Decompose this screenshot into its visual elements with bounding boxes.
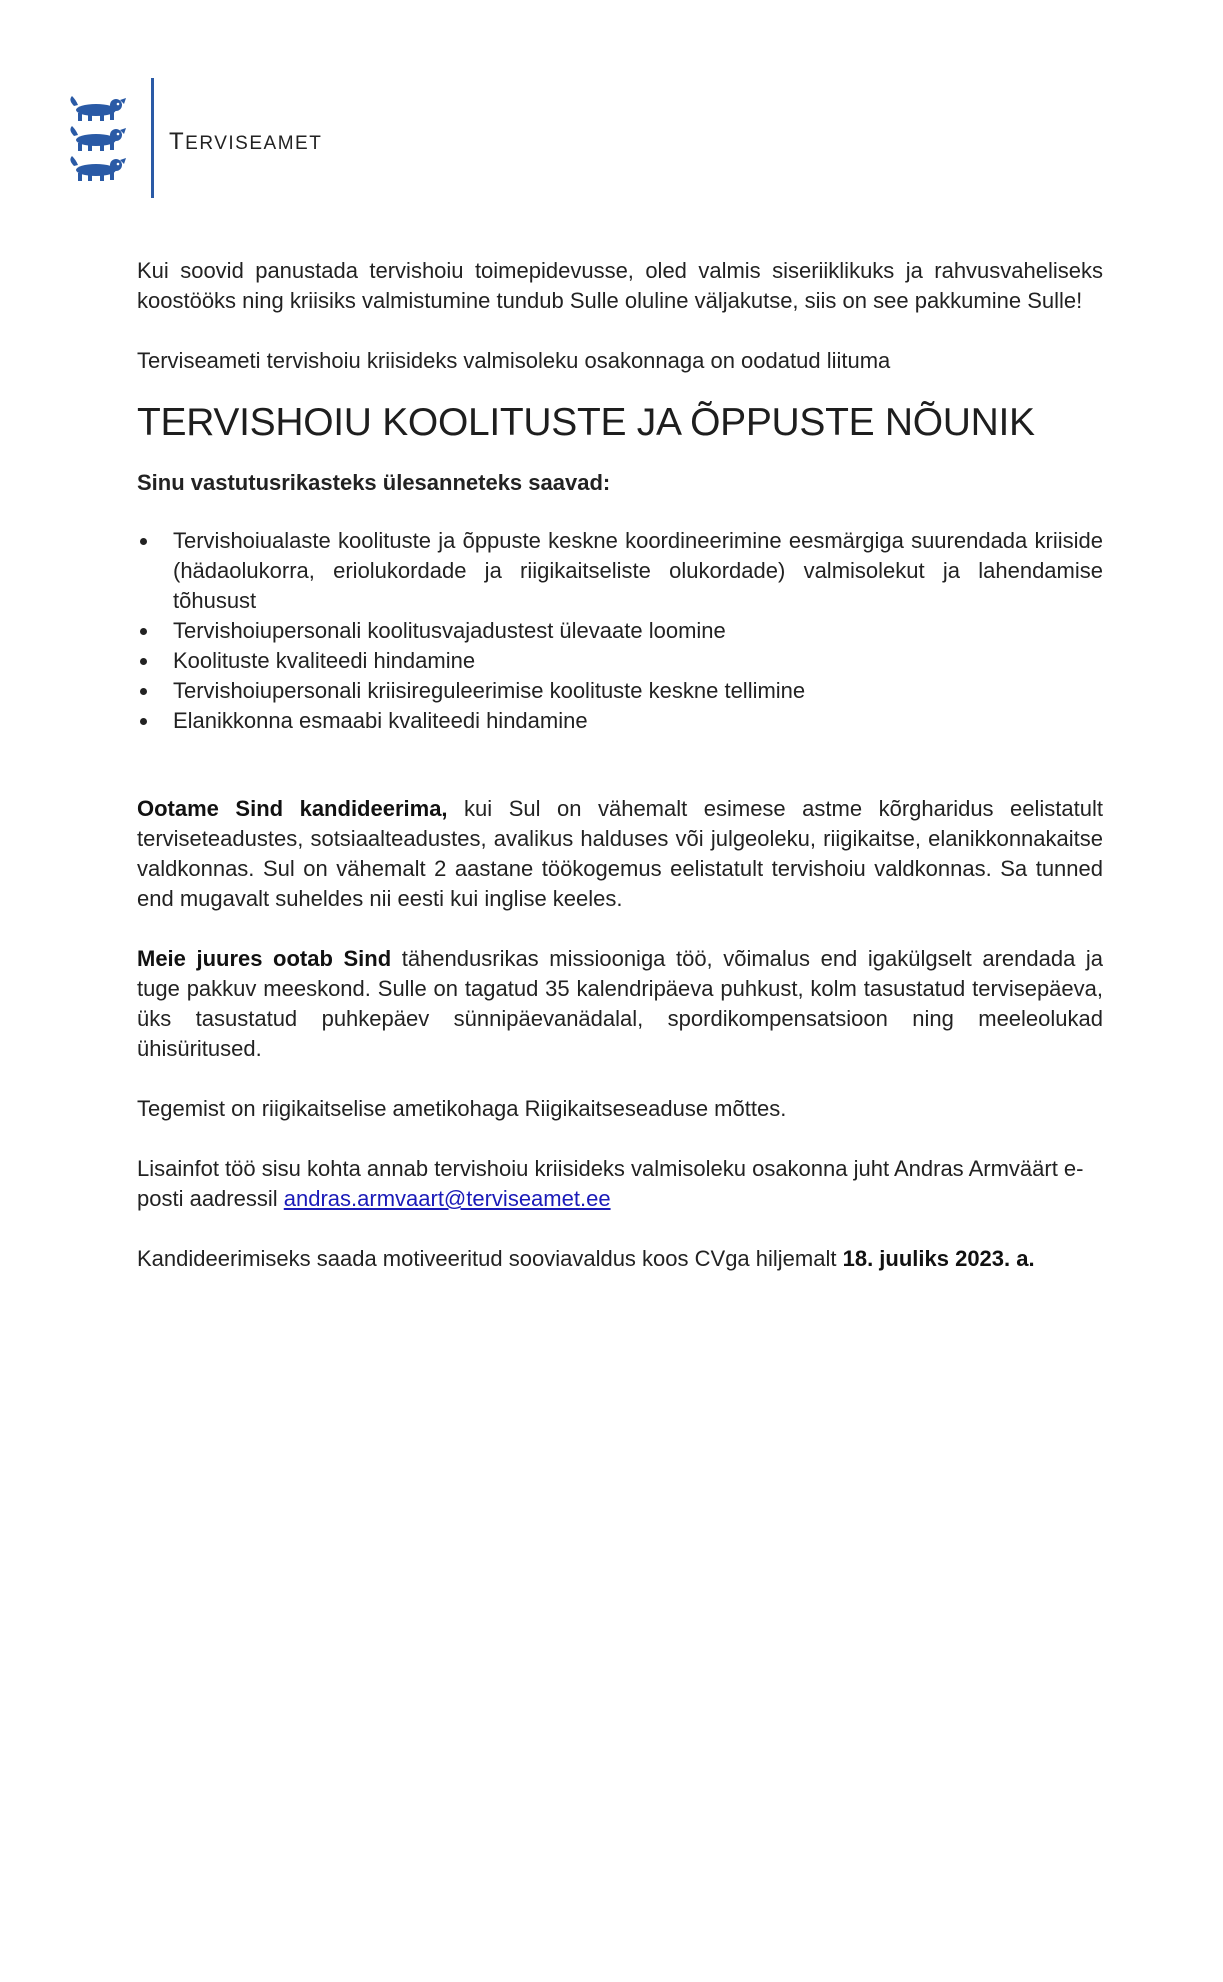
- estonian-coat-of-arms-logo: [66, 96, 132, 182]
- lead-paragraph: Terviseameti tervishoiu kriisideks valmisoleku osakonnaga on oodatud liituma: [137, 348, 891, 373]
- list-item: Tervishoiualaste koolituste ja õppuste keskne koordineerimine eesmärgiga suurendada kriiside (hädaolukorra, eriolukordade ja riigikaitseliste olukordade) valmisolekut ja lahendamise tõhusust: [173, 526, 1103, 616]
- list-item: Elanikkonna esmaabi kvaliteedi hindamine: [173, 706, 1103, 736]
- job-title: TERVISHOIU KOOLITUSTE JA ÕPPUSTE NÕUNIK: [137, 401, 1035, 444]
- header-divider: [151, 78, 154, 198]
- requirements-paragraph: Ootame Sind kandideerima, kui Sul on vähemalt esimese astme kõrgharidus eelistatult terviseteadustes, sotsiaalteadustes, avalikus halduses või julgeoleku, riigikaitse, elanikkonnakaitse valdkonnas. Sul on vähemalt 2 aastane töökogemus eelistatult tervishoiu valdkonnas. Sa tunned end mugavalt suheldes nii eesti kui inglise keeles.: [137, 796, 1104, 911]
- deadline-paragraph: Kandideerimiseks saada motiveeritud sooviavaldus koos CVga hiljemalt 18. juuliks 2023. a.: [137, 1246, 1035, 1271]
- defense-note: Tegemist on riigikaitselise ametikohaga Riigikaitseseaduse mõttes.: [137, 1096, 787, 1121]
- intro-paragraph: Kui soovid panustada tervishoiu toimepidevusse, oled valmis siseriiklikuks ja rahvusvaheliseks koostööks ning kriisiks valmistumine tundub Sulle oluline väljakutse, siis on see pakkumine Sulle!: [137, 258, 1103, 313]
- list-item: Koolituste kvaliteedi hindamine: [173, 646, 1103, 676]
- list-item: Tervishoiupersonali kriisireguleerimise koolituste keskne tellimine: [173, 676, 1103, 706]
- offer-lead: Meie juures ootab Sind: [137, 946, 392, 971]
- deadline-date: 18. juuliks 2023. a.: [842, 1246, 1035, 1271]
- list-item: Tervishoiupersonali koolitusvajadustest ülevaate loomine: [173, 616, 1103, 646]
- requirements-lead: Ootame Sind kandideerima,: [137, 796, 448, 821]
- tasks-list: [137, 526, 1103, 736]
- tasks-heading: Sinu vastutusrikasteks ülesanneteks saavad:: [137, 470, 611, 495]
- contact-email-link[interactable]: andras.armvaart@terviseamet.ee: [283, 1186, 611, 1211]
- agency-name: TERVISEAMET: [169, 128, 323, 155]
- document-body: [137, 256, 1103, 1274]
- contact-paragraph: Lisainfot töö sisu kohta annab tervishoiu kriisideks valmisoleku osakonna juht Andras Armväärt e-posti aadressil andras.armvaart@terviseamet.ee: [137, 1156, 1084, 1211]
- offer-paragraph: Meie juures ootab Sind tähendusrikas missiooniga töö, võimalus end igakülgselt arendada ja tuge pakkuv meeskond. Sulle on tagatud 35 kalendripäeva puhkust, kolm tasustatud tervisepäeva, üks tasustatud puhkepäev sünnipäevanädalal, spordikompensatsioon ning meeleolukad ühisüritused.: [137, 946, 1104, 1061]
